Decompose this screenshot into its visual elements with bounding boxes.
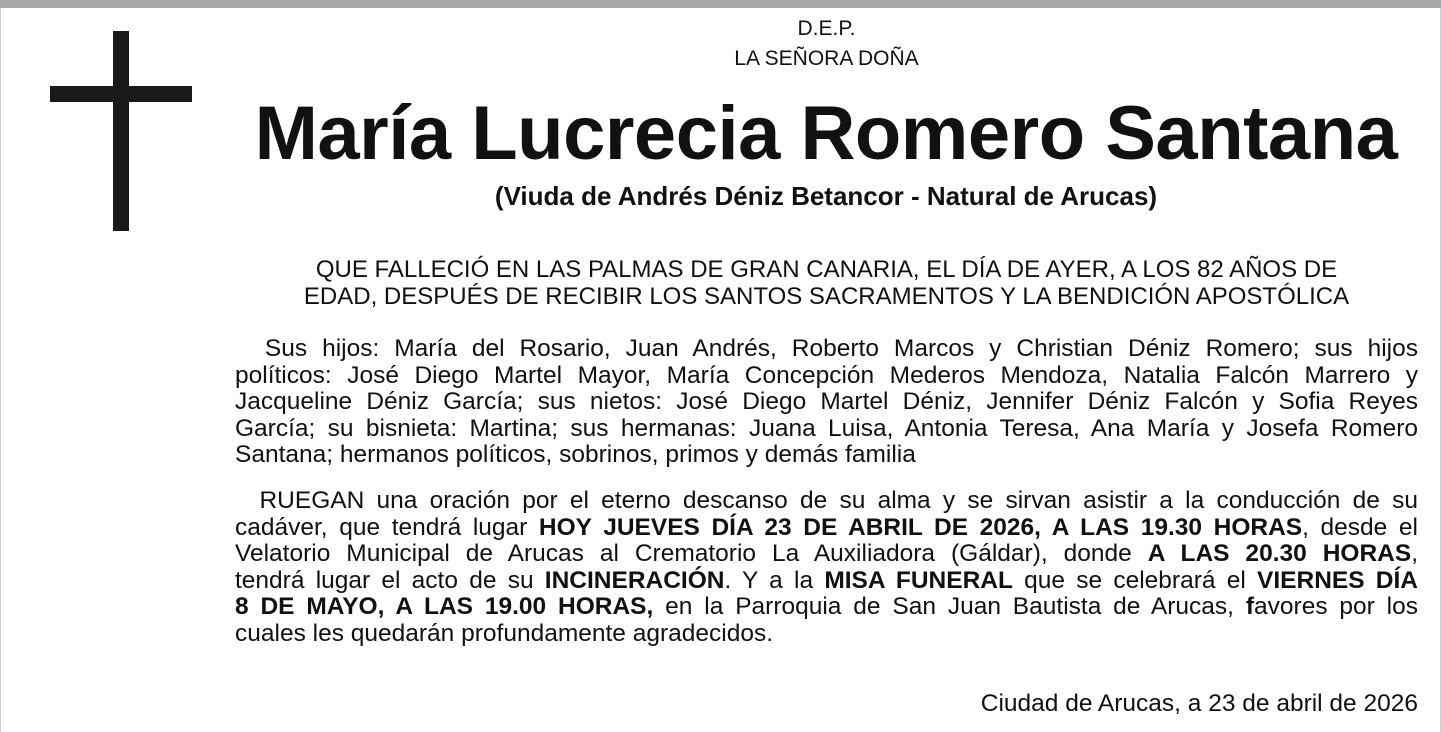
top-border <box>0 0 1441 8</box>
family-line: García; su bisnieta: Martina; sus hermanas: Juana Luisa, Antonia Teresa, Ana María y Josefa Romero <box>235 414 1418 442</box>
family-line: políticos: José Diego Martel Mayor, María Concepción Mederos Mendoza, Natalia Falcón Marrero y <box>235 361 1418 389</box>
ruegan-line <box>235 621 1418 648</box>
death-announcement-line: EDAD, DESPUÉS DE RECIBIR LOS SANTOS SACRAMENTOS Y LA BENDICIÓN APOSTÓLICA <box>303 283 1350 310</box>
cross-icon <box>50 31 192 231</box>
deceased-name: María Lucrecia Romero Santana <box>254 91 1398 176</box>
family-line: Jacqueline Déniz García; sus nietos: José Diego Martel Déniz, Jennifer Déniz Falcón y Sofia Reyes <box>235 388 1418 415</box>
dep-heading: D.E.P. <box>797 17 856 40</box>
ruegan-text: avores por los <box>1254 593 1419 620</box>
ruegan-line <box>235 541 1418 568</box>
ruegan-emphasis: VIERNES DÍA <box>1257 566 1418 594</box>
family-line: Santana; hermanos políticos, sobrinos, primos y demás familia <box>235 441 916 468</box>
family-paragraph <box>235 336 1418 469</box>
ruegan-text: , <box>1411 540 1418 567</box>
ruegan-text: RUEGAN una oración por el eterno descanso de su alma y se sirvan asistir a la conducción de su <box>235 487 1418 514</box>
ruegan-paragraph <box>235 488 1418 647</box>
death-announcement <box>235 256 1418 310</box>
ruegan-text: Velatorio Municipal de Arucas al Crematorio La Auxiliadora (Gáldar), donde <box>235 540 1148 567</box>
ruegan-emphasis: INCINERACIÓN <box>544 566 725 594</box>
ruegan-line <box>235 568 1418 595</box>
ruegan-text: . Y a la <box>724 566 825 594</box>
ruegan-emphasis: HOY JUEVES DÍA 23 DE ABRIL DE 2026, A LAS 19.30 HORAS <box>538 513 1303 541</box>
ruegan-emphasis: MISA FUNERAL <box>824 566 1013 594</box>
ruegan-text: tendrá lugar el acto de su <box>235 566 545 594</box>
deceased-subtitle: (Viuda de Andrés Déniz Betancor - Natural de Arucas) <box>494 181 1158 211</box>
ruegan-text: que se celebrará el <box>1012 566 1258 594</box>
ruegan-emphasis: 8 DE MAYO, A LAS 19.00 HORAS, <box>235 593 654 620</box>
family-line: Sus hijos: María del Rosario, Juan Andrés, Roberto Marcos y Christian Déniz Romero; sus hijos <box>235 335 1418 362</box>
ruegan-emphasis: f <box>1245 593 1255 620</box>
ruegan-text: cadáver, que tendrá lugar <box>235 513 539 541</box>
ruegan-text: en la Parroquia de San Juan Bautista de Arucas, <box>653 593 1246 620</box>
cross-vertical-bar <box>113 31 129 231</box>
ruegan-text: cuales les quedarán profundamente agradecidos. <box>235 619 774 647</box>
ruegan-line <box>235 594 1418 621</box>
ruegan-emphasis: A LAS 20.30 HORAS <box>1147 540 1412 567</box>
ruegan-line <box>235 515 1418 542</box>
left-border <box>0 8 1 732</box>
cross-horizontal-bar <box>50 86 192 102</box>
ruegan-text: , desde el <box>1302 513 1418 541</box>
place-date: Ciudad de Arucas, a 23 de abril de 2026 <box>980 690 1418 717</box>
death-announcement-line: QUE FALLECIÓ EN LAS PALMAS DE GRAN CANARIA, EL DÍA DE AYER, A LOS 82 AÑOS DE <box>315 256 1338 283</box>
ruegan-line <box>235 488 1418 515</box>
title-prefix: LA SEÑORA DOÑA <box>734 47 919 70</box>
